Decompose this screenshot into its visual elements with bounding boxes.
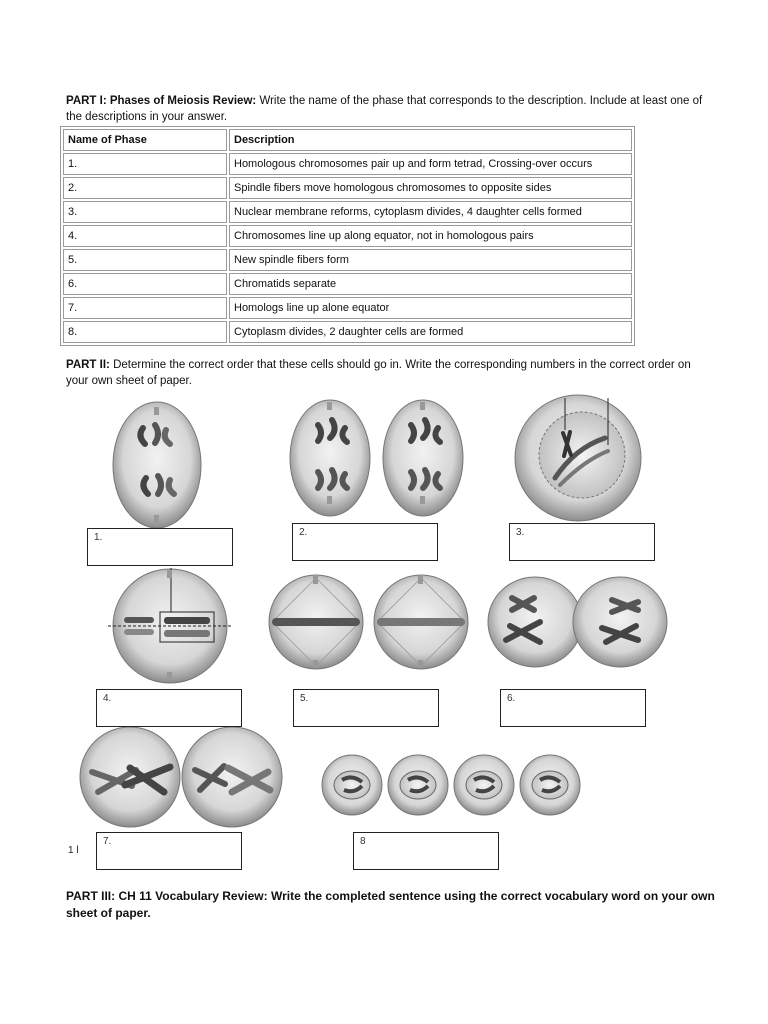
phase-cell[interactable]: 5. [63, 249, 227, 271]
answer-box-7[interactable]: 7. [96, 832, 242, 870]
part2-heading: PART II: [66, 359, 110, 371]
answer-box-2[interactable]: 2. [292, 523, 438, 561]
description-cell: Homologous chromosomes pair up and form tetrad, Crossing-over occurs [229, 153, 632, 175]
col-header-phase: Name of Phase [63, 129, 227, 151]
part3-text: Write the completed sentence using the correct vocabulary word on your own sheet of paper. [66, 889, 715, 920]
cell-6-diagram [488, 577, 667, 667]
description-cell: Spindle fibers move homologous chromosomes to opposite sides [229, 177, 632, 199]
phase-cell[interactable]: 8. [63, 321, 227, 343]
answer-box-4[interactable]: 4. [96, 689, 242, 727]
cell-7-diagram [80, 727, 282, 827]
cell-8-diagram [322, 755, 580, 815]
answer-box-6[interactable]: 6. [500, 689, 646, 727]
part3-heading: PART III: CH 11 Vocabulary Review: [66, 889, 268, 903]
answer-box-8[interactable]: 8 [353, 832, 499, 870]
description-cell: Chromosomes line up along equator, not in homologous pairs [229, 225, 632, 247]
phase-cell[interactable]: 6. [63, 273, 227, 295]
cell-5-diagram [269, 575, 468, 669]
part1-heading: PART I: Phases of Meiosis Review: [66, 95, 257, 107]
answer-box-5[interactable]: 5. [293, 689, 439, 727]
description-cell: Chromatids separate [229, 273, 632, 295]
stray-mark: 1 l [68, 845, 79, 856]
part2-text: Determine the correct order that these cells should go in. Write the corresponding numbers in the correct order on your own sheet of paper. [66, 359, 691, 387]
phase-cell[interactable]: 4. [63, 225, 227, 247]
part3-instructions [66, 888, 726, 922]
answer-box-1[interactable]: 1. [87, 528, 233, 566]
description-cell: Cytoplasm divides, 2 daughter cells are formed [229, 321, 632, 343]
description-cell: New spindle fibers form [229, 249, 632, 271]
phase-cell[interactable]: 1. [63, 153, 227, 175]
cell-2-diagram [290, 400, 463, 516]
phase-cell[interactable]: 2. [63, 177, 227, 199]
description-cell: Homologs line up alone equator [229, 297, 632, 319]
phase-cell[interactable]: 3. [63, 201, 227, 223]
col-header-description: Description [229, 129, 632, 151]
phase-cell[interactable]: 7. [63, 297, 227, 319]
description-cell: Nuclear membrane reforms, cytoplasm divides, 4 daughter cells formed [229, 201, 632, 223]
cell-4-diagram [108, 568, 232, 683]
part1-text: Write the name of the phase that corresponds to the description. Include at least one of the descriptions in your answer. [66, 95, 703, 123]
cell-1-diagram [113, 402, 201, 528]
answer-box-3[interactable]: 3. [509, 523, 655, 561]
cell-3-diagram [515, 395, 641, 521]
